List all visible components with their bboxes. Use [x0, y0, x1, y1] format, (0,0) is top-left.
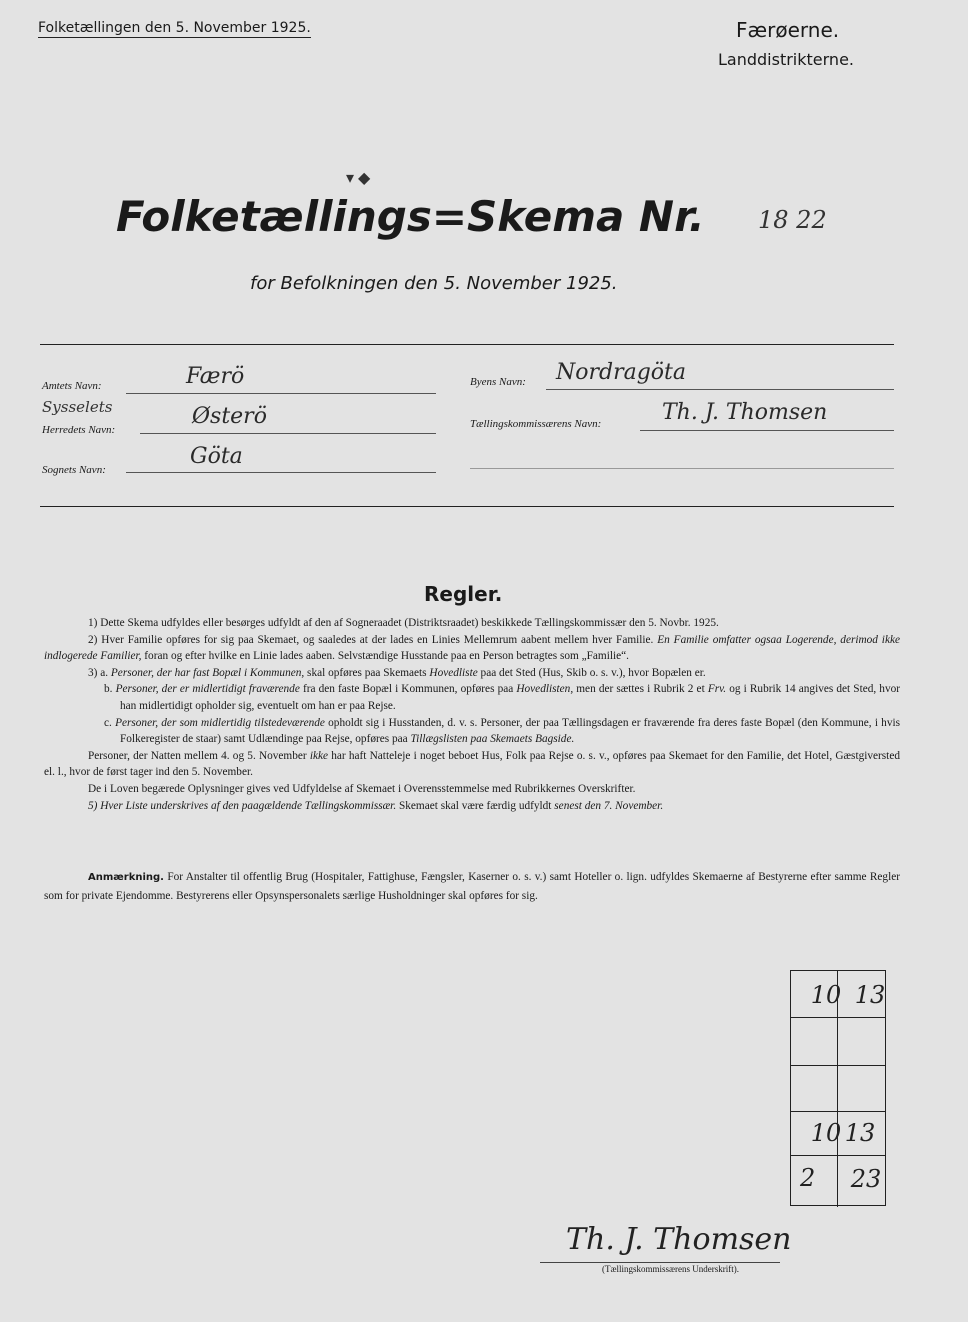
by-label: Byens Navn:: [470, 376, 526, 388]
rule-3c: c. Personer, der som midlertidig tilstedeværende opholdt sig i Husstanden, d. v. s. Personer, der paa Tællingsdagen er fraværende fra deres faste Bopæl (den Kommune, i hvis Folkeregister de staar) samt Udlændinge paa Rejse, opføres paa Tillægslisten paa Skemaets Bagside.: [104, 716, 901, 746]
rule-3a: 3) a. Personer, der har fast Bopæl i Kommunen, skal opføres paa Skemaets Hovedliste paa det Sted (Hus, Skib o. s. v.), hvor Bopælen er.: [88, 666, 706, 679]
signature: Th. J. Thomsen: [566, 1222, 792, 1257]
tally-r1-right: 13: [854, 981, 886, 1009]
tally-grid-hline-4: [791, 1155, 885, 1156]
tally-grid-vline-lower: [837, 1155, 838, 1207]
herred-line: [140, 433, 436, 434]
tally-grid-hline-3: [791, 1111, 885, 1112]
divider-bottom: [40, 506, 894, 507]
anmaerkning-label: Anmærkning.: [88, 872, 164, 883]
right-extra-line: [470, 468, 894, 469]
rule-3b: b. Personer, der er midlertidigt fraværende fra den faste Bopæl i Kommunen, opføres paa Hovedlisten, men der sættes i Rubrik 2 et Frv. og i Rubrik 14 angives det Sted, hvor han midlertidigt opholder sig, eventuelt om han er paa Rejse.: [104, 683, 901, 712]
rule-5: 5) Hver Liste underskrives af den paagældende Tællingskommissær. Skemaet skal være færdig udfyldt senest den 7. November.: [88, 799, 664, 812]
tally-r4-left: 10: [810, 1119, 842, 1147]
tally-r1-left: 10: [810, 981, 842, 1009]
kommissaer-value: Th. J. Thomsen: [662, 400, 828, 425]
rule-4: Personer, der Natten mellem 4. og 5. November ikke har haft Natteleje i noget beboet Hus, Folk paa Rejse o. s. v., opføres paa Skemaet for den Familie, det Hotel, Gæstgiversted el. l., hvor de først tager ind den 5. November.: [44, 749, 900, 779]
rules-text: [44, 615, 900, 814]
sogn-line: [126, 472, 436, 473]
ink-marks: ▾ ◆: [346, 170, 371, 187]
by-value: Nordragöta: [556, 360, 687, 385]
form-number: 18 22: [758, 206, 827, 234]
form-title: Folketællings=Skema Nr.: [116, 192, 705, 241]
herred-label: Herredets Navn:: [42, 424, 116, 436]
amt-line: [126, 393, 436, 394]
tally-grid-hline-1: [791, 1017, 885, 1018]
kommissaer-label: Tællingskommissærens Navn:: [470, 418, 602, 430]
amt-value: Færö: [186, 364, 245, 389]
anmaerkning-text: For Anstalter til offentlig Brug (Hospitaler, Fattighuse, Fængsler, Kaserner o. s. v.) samt Hoteller o. lign. udfyldes Skemaerne af Bestyrerne efter samme Regler som for private Ejendomme. Bestyrerens eller Opsynspersonalets særlige Husholdninger skal opføres for sig.: [44, 871, 900, 902]
rule-4b: De i Loven begærede Oplysninger gives ved Udfyldelse af Skemaet i Overensstemmelse med Rubrikkernes Overskrifter.: [88, 782, 636, 795]
signature-caption: (Tællingskommissærens Underskrift).: [602, 1264, 739, 1274]
tally-r5-right: 23: [850, 1165, 882, 1193]
header-census-date: Folketællingen den 5. November 1925.: [38, 20, 311, 36]
rules-title: Regler.: [424, 582, 503, 606]
signature-line: [540, 1262, 780, 1263]
header-region: Færøerne.: [736, 18, 840, 42]
by-line: [546, 389, 894, 390]
divider-top: [40, 344, 894, 345]
herred-note: Sysselets: [42, 398, 113, 416]
header-district-type: Landdistrikterne.: [718, 50, 854, 69]
tally-grid-hline-2: [791, 1065, 885, 1066]
sogn-value: Göta: [190, 444, 243, 469]
sogn-label: Sognets Navn:: [42, 464, 106, 476]
kommissaer-line: [640, 430, 894, 431]
form-subtitle: for Befolkningen den 5. November 1925.: [250, 273, 618, 294]
rule-1: 1) Dette Skema udfyldes eller besørges udfyldt af den af Sogneraadet (Distriktsraadet) beskikkede Tællingskommissær den 5. Novbr. 1925.: [88, 617, 719, 629]
tally-r5-left: 2: [800, 1164, 816, 1192]
herred-value: Østerö: [192, 404, 267, 429]
anmaerkning: [44, 868, 900, 905]
tally-r4-right: 13: [844, 1119, 876, 1147]
amt-label: Amtets Navn:: [42, 380, 102, 392]
rule-2: 2) Hver Familie opføres for sig paa Skemaet, og saaledes at der lades en Linies Mellemrum aabent mellem hver Familie. En Familie omfatter ogsaa Logerende, derimod ikke indlogerede Familier, foran og efter hvilke en Linie lades aaben. Selvstændige Husstande paa en Person betragtes som „Familie“.: [44, 633, 900, 663]
